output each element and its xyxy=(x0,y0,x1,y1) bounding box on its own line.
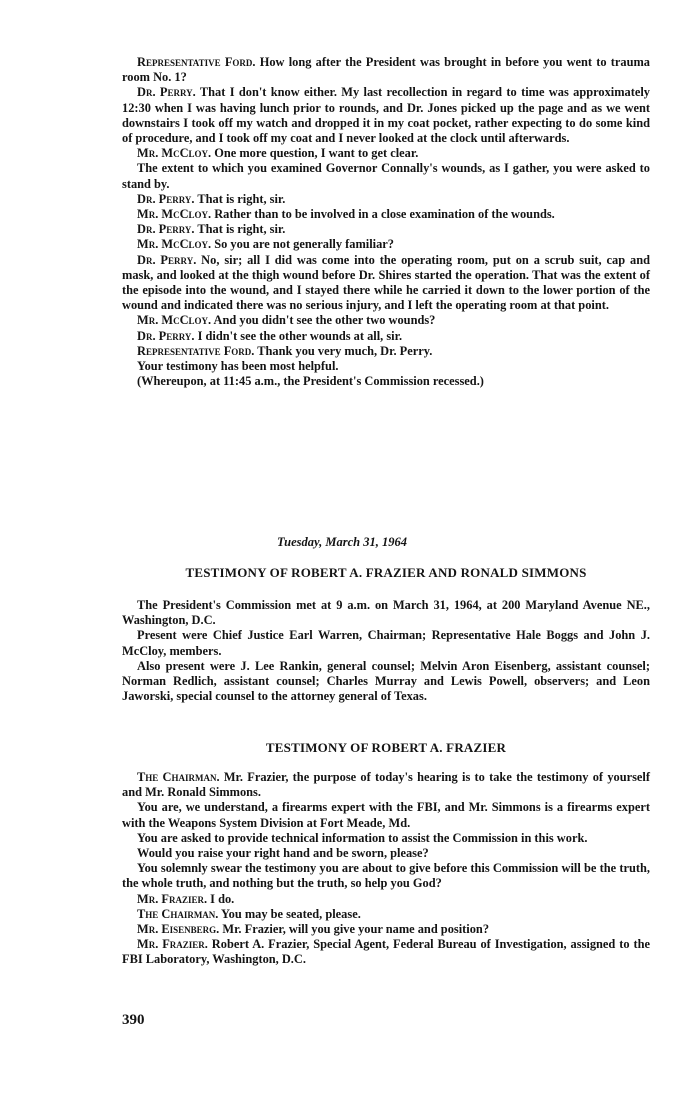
section-heading: TESTIMONY OF ROBERT A. FRAZIER xyxy=(265,740,507,755)
text: That I don't know either. My last recollection in regard to time was approximately 12:30 when I was having lunch prior to rounds, and Dr. Jones picked up the page and as we went downstairs I took off my watch and dropped it in my coat pocket, rather expecting to do some kind of procedure, and I took off my coat and I never looked at the clock until afterwards. xyxy=(122,85,650,146)
speaker: Dr. Perry. xyxy=(137,85,196,100)
speaker: Mr. Frazier. xyxy=(137,937,208,952)
text: Rather than to be involved in a close examination of the wounds. xyxy=(211,207,555,222)
page-number: 390 xyxy=(122,1012,145,1028)
speaker: Dr. Perry. xyxy=(137,328,195,343)
text: Thank you very much, Dr. Perry. xyxy=(254,343,433,358)
session-date: Tuesday, March 31, 1964 xyxy=(277,535,407,549)
text: That is right, sir. xyxy=(194,191,286,206)
paragraph xyxy=(122,937,650,967)
speaker: The Chairman. xyxy=(137,906,219,921)
paragraph: You are, we understand, a firearms expert with the FBI, and Mr. Simmons is a firearms expert with the Weapons System Division at Fort Meade, Md. xyxy=(122,800,650,830)
text: That is right, sir. xyxy=(194,222,286,237)
paragraph: The extent to which you examined Governor Connally's wounds, as I gather, you were asked to stand by. xyxy=(122,161,650,191)
paragraph: Would you raise your right hand and be sworn, please? xyxy=(137,846,429,861)
paragraph xyxy=(122,253,650,314)
speaker: Mr. Eisenberg. xyxy=(137,922,220,937)
paragraph xyxy=(122,85,650,146)
text: And you didn't see the other two wounds? xyxy=(211,313,436,328)
paragraph xyxy=(122,207,650,222)
paragraph xyxy=(122,892,650,907)
text: One more question, I want to get clear. xyxy=(211,146,419,161)
paragraph xyxy=(122,222,650,237)
paragraph xyxy=(122,344,650,359)
speaker: Mr. McCloy. xyxy=(137,207,212,222)
text: So you are not generally familiar? xyxy=(211,237,394,252)
text: Mr. Frazier, will you give your name and position? xyxy=(219,922,490,937)
speaker: Mr. McCloy. xyxy=(137,146,212,161)
text: No, sir; all I did was come into the operating room, put on a scrub suit, cap and mask, and looked at the thigh wound before Dr. Shires started the operation. That was the extent of the episode into the wound, and I stayed there while he carried it down to the lower portion of the wound and indicated there was no serious injury, and I left the operating room at that point. xyxy=(122,252,650,313)
testimony-section-frazier xyxy=(122,770,650,968)
testimony-section-perry xyxy=(122,55,650,389)
text: You may be seated, please. xyxy=(218,906,361,921)
paragraph: The President's Commission met at 9 a.m. on March 31, 1964, at 200 Maryland Avenue NE., Washington, D.C. xyxy=(122,598,650,628)
paragraph xyxy=(122,907,650,922)
speaker: Representative Ford. xyxy=(137,343,255,358)
speaker: Mr. Frazier. xyxy=(137,891,208,906)
paragraph xyxy=(122,55,650,85)
paragraph xyxy=(122,192,650,207)
paragraph: Your testimony has been most helpful. xyxy=(137,359,339,374)
paragraph: Also present were J. Lee Rankin, general counsel; Melvin Aron Eisenberg, assistant counsel; Norman Redlich, assistant counsel; Charles Murray and Lewis Powell, observers; and Leon Jaworski, special counsel to the attorney general of Texas. xyxy=(122,658,650,704)
text: I do. xyxy=(207,891,235,906)
speaker: The Chairman. xyxy=(137,770,220,784)
speaker: Dr. Perry. xyxy=(137,191,195,206)
paragraph: You are asked to provide technical information to assist the Commission in this work. xyxy=(137,830,588,845)
text: Robert A. Frazier, Special Agent, Federal Bureau of Investigation, assigned to the FBI Laboratory, Washington, D.C. xyxy=(122,937,650,967)
paragraph xyxy=(122,922,650,937)
paragraph xyxy=(122,770,650,800)
paragraph xyxy=(122,146,650,161)
text: How long after the President was brought in before you went to trauma room No. 1? xyxy=(122,55,650,85)
speaker: Representative Ford. xyxy=(137,55,256,69)
speaker: Dr. Perry. xyxy=(137,252,197,267)
paragraph: You solemnly swear the testimony you are about to give before this Commission will be the truth, the whole truth, and nothing but the truth, so help you God? xyxy=(122,861,650,891)
speaker: Mr. McCloy. xyxy=(137,237,212,252)
text: Mr. Frazier, the purpose of today's hearing is to take the testimony of yourself and Mr. Ronald Simmons. xyxy=(122,770,650,800)
paragraph: Present were Chief Justice Earl Warren, Chairman; Representative Hale Boggs and John J. McCloy, members. xyxy=(122,628,650,658)
paragraph xyxy=(122,313,650,328)
session-intro xyxy=(122,598,650,704)
text: I didn't see the other wounds at all, sir. xyxy=(194,328,403,343)
section-heading: TESTIMONY OF ROBERT A. FRAZIER AND RONALD SIMMONS xyxy=(185,565,587,580)
speaker: Mr. McCloy. xyxy=(137,313,212,328)
paragraph xyxy=(122,237,650,252)
paragraph xyxy=(122,329,650,344)
recess-note: (Whereupon, at 11:45 a.m., the President's Commission recessed.) xyxy=(137,374,484,389)
speaker: Dr. Perry. xyxy=(137,222,195,237)
